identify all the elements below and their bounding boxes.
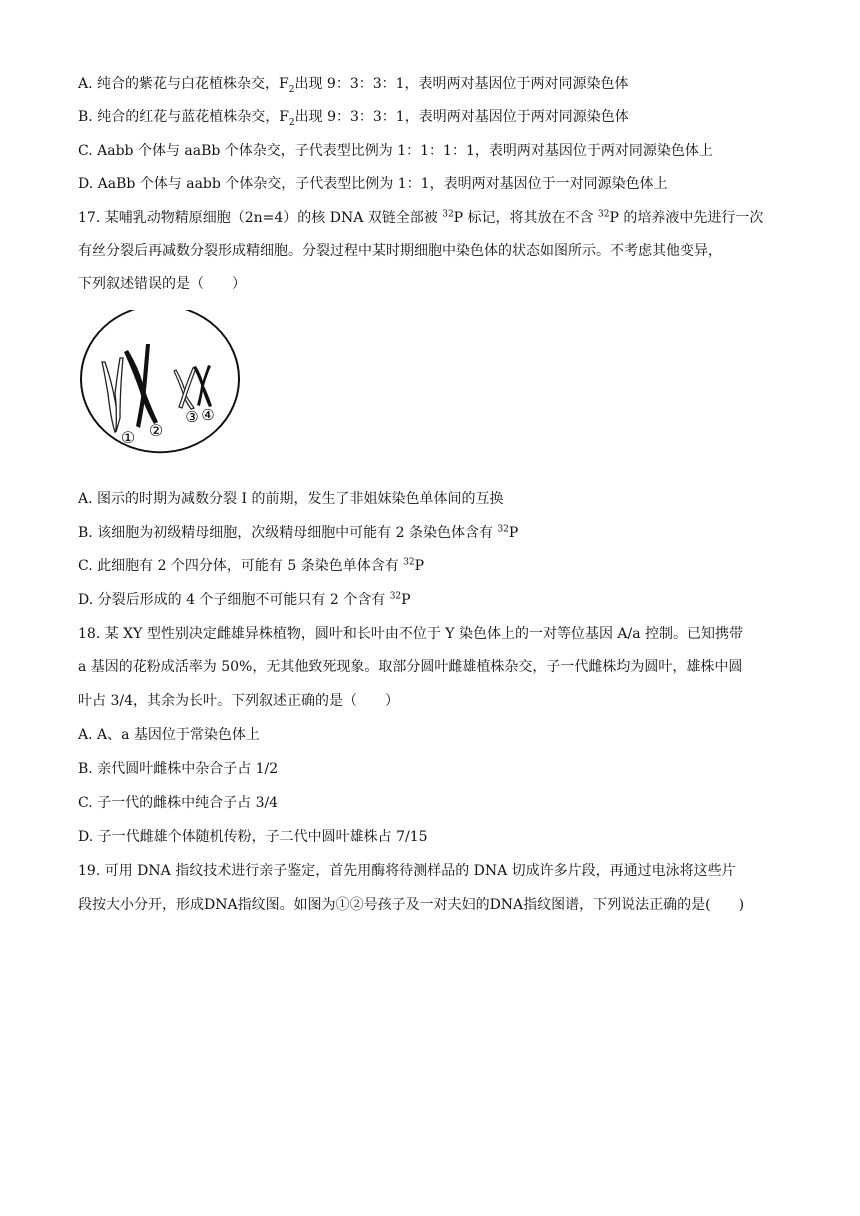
q17-option-d: D. 分裂后形成的 4 个子细胞不可能只有 2 个含有 $^{32}$P bbox=[78, 591, 411, 608]
q16-option-d: D. AaBb 个体与 aabb 个体杂交，子代表型比例为 1：1，表明两对基因位于一对同源染色体上 bbox=[78, 176, 668, 192]
q18-stem-line1: 18. 某 XY 型性别决定雌雄异株植物，圆叶和长叶由不位于 Y 染色体上的一对等位基因 A/a 控制。已知携带 bbox=[78, 626, 744, 642]
q18-option-d: D. 子一代雌雄个体随机传粉，子二代中圆叶雄株占 7/15 bbox=[78, 829, 428, 845]
cell-chromosome-figure bbox=[78, 310, 248, 460]
chromosome-4 bbox=[193, 365, 212, 407]
q16-option-b: B. 纯合的红花与蓝花植株杂交，$F_2$出现 9：3：3：1，表明两对基因位于两对同源染色体 bbox=[78, 109, 629, 128]
label-chromosome-4: ④ bbox=[201, 406, 215, 424]
label-chromosome-2: ② bbox=[148, 421, 164, 440]
q17-stem-line3: 下列叙述错误的是（ ） bbox=[78, 276, 246, 292]
q18-option-c: C. 子一代的雌株中纯合子占 3/4 bbox=[78, 795, 279, 811]
q19-stem-line2: 段按大小分开，形成DNA指纹图。如图为①②号孩子及一对夫妇的DNA指纹图谱，下列说法正确的是( ) bbox=[78, 897, 745, 913]
q17-option-a: A. 图示的时期为减数分裂 I 的前期，发生了非姐妹染色单体间的互换 bbox=[78, 491, 504, 507]
q17-stem-line1: 17. 某哺乳动物精原细胞（2n=4）的核 DNA 双链全部被 $^{32}$P 标记，将其放在不含 $^{32}$P 的培养液中先进行一次 bbox=[78, 209, 764, 226]
chromosome-2 bbox=[124, 344, 158, 428]
label-chromosome-1: ① bbox=[120, 428, 136, 447]
q18-option-b: B. 亲代圆叶雌株中杂合子占 1/2 bbox=[78, 761, 279, 777]
q18-stem-line3: 叶占 3/4，其余为长叶。下列叙述正确的是（ ） bbox=[78, 693, 399, 709]
q18-stem-line2: a 基因的花粉成活率为 50%，无其他致死现象。取部分圆叶雌雄植株杂交，子一代雌株均为圆叶，雄株中圆 bbox=[78, 659, 743, 675]
label-chromosome-3: ③ bbox=[185, 408, 199, 426]
chromosome-1 bbox=[102, 358, 123, 432]
q17-option-c: C. 此细胞有 2 个四分体，可能有 5 条染色单体含有 $^{32}$P bbox=[78, 557, 425, 574]
q19-stem-line1: 19. 可用 DNA 指纹技术进行亲子鉴定，首先用酶将待测样品的 DNA 切成许多片段，再通过电泳将这些片 bbox=[78, 863, 736, 879]
q17-stem-line2: 有丝分裂后再减数分裂形成精细胞。分裂过程中某时期细胞中染色体的状态如图所示。不考虑其他变异， bbox=[78, 243, 722, 259]
q18-option-a: A. A、a 基因位于常染色体上 bbox=[78, 727, 260, 743]
q17-option-b: B. 该细胞为初级精母细胞，次级精母细胞中可能有 2 条染色体含有 $^{32}$P bbox=[78, 524, 519, 541]
q16-option-a: A. 纯合的紫花与白花植株杂交，$F_2$出现 9：3：3：1，表明两对基因位于两对同源染色体 bbox=[78, 76, 629, 95]
q16-option-c: C. Aabb 个体与 aaBb 个体杂交，子代表型比例为 1：1：1：1，表明两对基因位于两对同源染色体上 bbox=[78, 143, 713, 159]
chromosome-3 bbox=[174, 368, 196, 409]
